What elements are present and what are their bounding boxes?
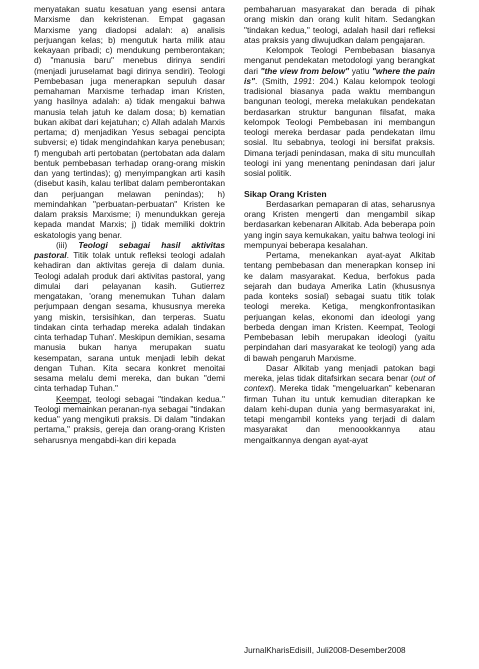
out-of-context-term: out of context: [244, 373, 435, 394]
pastoral-body: . Titik tolak untuk refleksi teologi adalah kehadiran dan aktivitas gereja di dalam dunia. Teologi adalah produk dari aktivitas pastoral, yang dimulai dari pelayanan kasih. Gutierrez mengatakan, 'orang menemukan Tuhan dalam perjumpaan dengan sesama, khususnya mereka yang miskin, tersisihkan, dan terperas. Suatu tindakan cinta terhadap mereka adalah tindakan cinta terhadap Tuhan'. Meskipun demikian, sesama manusia bukan hanya merupakan suatu kesempatan, sarana untuk menjadi lebih dekat dengan Tuhan. Kita secara konkret menoitai sesama melalu demi mereka, dan bukan "demi cinta terhadap Tuhan.": [34, 250, 225, 394]
left-paragraph-3: [34, 394, 225, 445]
right-paragraph-5: [244, 363, 435, 445]
alkitab-body: Dasar Alkitab yang menjadi patokan bagi mereka, jelas tidak ditafsirkan secara benar (: [244, 362, 435, 383]
citation-year: 1991: [293, 75, 313, 86]
right-paragraph-1: pembaharuan masyarakat dan berada di pihak orang miskin dan orang kulit hitam. Sedangkan "tindakan kedua," teologi, adalah hasil dari refleksi atas praksis yang diwujudkan dalam pengajaran.: [244, 4, 435, 45]
section-heading: Sikap Orang Kristen: [244, 188, 327, 199]
keempat-lead: Keempat: [56, 393, 90, 404]
right-paragraph-2: [244, 45, 435, 178]
alkitab-rest: ). Mereka tidak "mengeluarkan" kebenaran firman Tuhan itu untuk kemudian diterapkan ke dalam kehi-dupan dunia yang bermasyarakat ini, tetapi mengambil konteks yang terjadi di dalam masyarakat dan menoookkannya atau mengaitkannya dengan ayat-ayat: [244, 383, 435, 445]
right-paragraph-4: Pertama, menekankan ayat-ayat Alkitab tentang pembebasan dan menerapkan konsep ini ke dalam masyarakat. Kedua, berfokus pada sejarah dan budaya Amerika Latin (khususnya pada konteks sosial) sebagai suatu titik tolak teologi mereka. Ketiga, mengkonfrontasikan perjuangan kelas, ekonomi dan ideologi yang berbeda dengan iman Kristen. Keempat, Teologi Pembebasan lebih merupakan ideologi (yaitu perpindahan dari masyarakat ke teologi) yang ada di bawah pengaruh Marxisme.: [244, 250, 435, 363]
journal-footer: JurnalKharisEdisiII, Juli2008-Desember2008: [244, 646, 406, 655]
citation-open: . (Smith,: [254, 75, 294, 86]
keempat-body: , teologi sebagai "tindakan kedua." Teologi memainkan peranan-nya sebagai "tindakan kedua" yang mengikuti praksis. Di dalam "tindakan pertama," praksis, gereja dan orang-orang Kristen seharusnya mengabdi-kan diri kepada: [34, 393, 225, 445]
left-column: [34, 4, 225, 445]
right-paragraph-3: Berdasarkan pemaparan di atas, seharusnya orang Kristen mengerti dan mengambil sikap berdasarkan kebenaran Alkitab. Ada beberapa poin yang ingin saya kemukakan, yaitu bahwa teologi ini mempunyai beberapa kesalahan.: [244, 198, 435, 250]
citation-close: : 204.): [312, 75, 339, 86]
methodology-intro: Kelompok Teologi Pembebasan biasanya menganut pendekatan metodologi yang berangkat dari: [244, 45, 435, 76]
pastoral-subtitle: Teologi sebagai hasil aktivitas pastoral: [34, 239, 225, 260]
section-gap: [244, 178, 435, 188]
methodology-rest: Kalau kelompok teologi tradisional biasanya pada waktu membangun bangunan teologi, mereka melakukan pendekatan berdasarkan struktur bangunan filsafat, maka kelompok Teologi Pembebasan ini membangun teologi mereka berdasar pada pendekatan ilmu sosial. Itu sebabnya, teologi ini bersifat praksis. Dimana terjadi penindasan, maka di situ muncullah teologi ini yang menentang penindasan dari jalur sosial politik.: [244, 75, 435, 178]
right-column: [244, 4, 435, 445]
left-paragraph-1: menyatakan suatu kesatuan yang esensi antara Marxisme dan kekristenan. Empat gagasan Marxisme yang diadopsi adalah: a) analisis perjuangan kelas; b) mengutuk harta milik atau kekayaan pribadi; c) mendukung pemberontakan; d) "manusia baru" menebus dirinya sendiri (menjadi juruselamat bagi dirinya sendiri). Teologi Pembebasan juga menerapkan sepuluh dasar pemahaman Marxisme terhadap iman Kristen, yang hasilnya adalah: a) tidak mengakui bahwa manusia telah jatuh ke dalam dosa; b) kematian bukan akibat dari kejatuhan; c) Allah adalah Marxis pertama; d) menjadikan Yesus sebagai pencipta subversi; e) tidak mengindahkan karya penebusan; f) mengubah arti pertobatan (pertobatan ada dalam bentuk pembebasan terhadap orang-orang miskin dan yang tertindas); g) menyimpangkan arti kasih (disebut kasih, kalau terlibat dalam pemberontakan dan perjuangan melawan penindas); h) memindahkan "perbuatan-perbuatan" Kristen ke dalam praksis Marxisme; i) menundukkan gereja kepada mandat Marxis; j) tidak memiliki doktrin eskatologis yang benar.: [34, 4, 225, 240]
quote-where-pain-is: "where the pain is": [244, 65, 435, 86]
quote-view-from-below: "the view from below": [260, 65, 350, 76]
list-label-iii: (iii): [56, 239, 68, 250]
methodology-connector: yatiu: [349, 65, 372, 76]
left-paragraph-2: [34, 240, 225, 394]
